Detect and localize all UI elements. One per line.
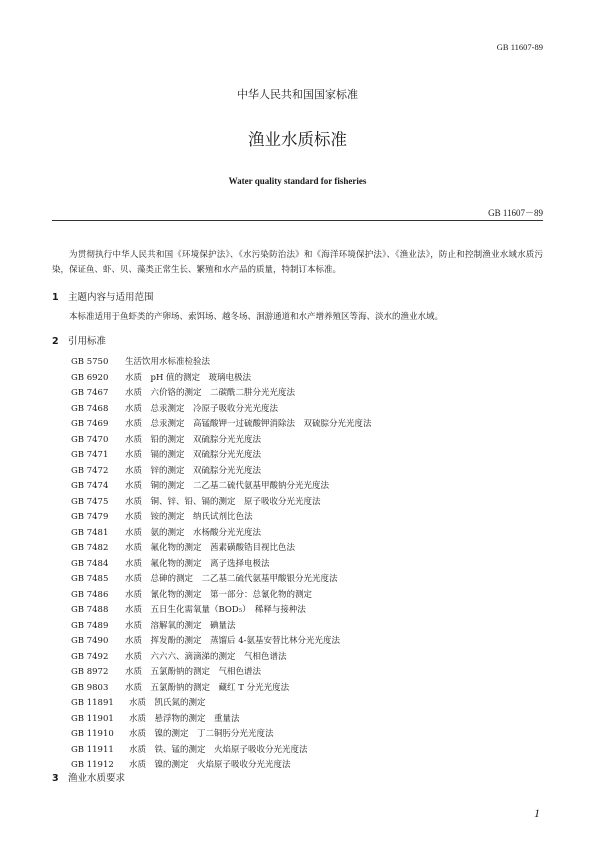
reference-code: GB 7469 [71,419,109,429]
reference-code: GB 7467 [71,388,109,398]
reference-item [71,495,372,511]
reference-title: 水质 氟化物的测定 茜素磺酸锆目视比色法 [125,543,296,553]
reference-item [71,464,372,480]
reference-list [71,355,372,774]
reference-code: GB 7474 [71,481,109,491]
reference-item [71,619,372,635]
section-number: 3 [52,773,59,784]
reference-title: 水质 总砷的测定 二乙基二硫代氨基甲酸银分光光度法 [125,574,338,584]
reference-title: 水质 悬浮物的测定 重量法 [129,713,240,724]
standard-number: GB 11607－89 [488,208,543,218]
reference-title: 水质 总汞测定 高锰酸钾一过硫酸钾消除法 双硫腙分光光度法 [125,419,372,429]
reference-item [71,696,372,712]
reference-code: GB 6920 [71,372,109,383]
section-heading-2 [52,333,106,347]
reference-item [71,433,372,449]
reference-code: GB 7481 [71,527,109,538]
reference-title: 水质 五日生化需氧量（BOD₅） 稀释与接种法 [125,605,306,615]
section-heading-1 [52,289,154,303]
reference-item [71,603,372,619]
national-standard-label: 中华人民共和国国家标准 [237,88,358,101]
reference-item [71,743,372,759]
section-heading-3 [52,770,125,784]
reference-code: GB 5750 [71,357,109,367]
reference-title: 水质 六价铬的测定 二碳酰二肼分光光度法 [125,388,296,398]
reference-code: GB 11901 [71,713,114,724]
reference-code: GB 11891 [71,698,114,708]
section-title: 引用标准 [68,336,107,347]
english-title: Water quality standard for fisheries [228,176,367,186]
reference-item [71,417,372,433]
reference-code: GB 11912 [71,760,114,770]
reference-title: 水质 镉的测定 双硫腙分光光度法 [125,450,262,460]
reference-code: GB 7468 [71,403,109,414]
reference-item [71,681,372,697]
reference-code: GB 7485 [71,574,109,584]
section-number: 1 [52,292,59,303]
reference-title: 水质 镍的测定 火焰原子吸收分光光度法 [129,760,291,770]
reference-item [71,588,372,604]
reference-title: 水质 五氯酚钠的测定 气相色谱法 [125,667,262,677]
reference-item [71,479,372,495]
reference-item [71,557,372,573]
reference-item [71,526,372,542]
reference-title: 水质 五氯酚钠的测定 藏红 T 分光光度法 [125,682,290,693]
reference-title: 水质 氰化物的测定 第一部分：总氰化物的测定 [125,589,313,600]
reference-title: 水质 锌的测定 双硫腙分光光度法 [125,465,262,476]
reference-item [71,665,372,681]
reference-code: GB 7489 [71,620,109,631]
reference-code: GB 9803 [71,682,109,693]
reference-title: 水质 溶解氧的测定 碘量法 [125,620,236,631]
reference-title: 水质 铵的测定 纳氏试剂比色法 [125,512,253,522]
reference-title: 水质 铜的测定 二乙基二硫代氨基甲酸钠分光光度法 [125,481,330,491]
reference-code: GB 7479 [71,512,109,522]
reference-item [71,541,372,557]
reference-code: GB 7471 [71,450,109,460]
reference-code: GB 7486 [71,589,109,600]
reference-code: GB 7470 [71,434,109,445]
reference-item [71,386,372,402]
reference-title: 水质 总汞测定 冷原子吸收分光光度法 [125,403,279,414]
reference-code: GB 7484 [71,558,109,569]
section-title: 主题内容与适用范围 [68,292,154,303]
document-title: 渔业水质标准 [248,130,347,149]
reference-title: 水质 铁、锰的测定 火焰原子吸收分光光度法 [129,744,308,755]
reference-title: 水质 镍的测定 丁二铜肟分光光度法 [129,729,274,739]
section-number: 2 [52,336,59,347]
reference-code: GB 7490 [71,636,109,646]
reference-title: 水质 氟化物的测定 离子选择电极法 [125,558,270,569]
header-divider [52,220,543,221]
reference-code: GB 7472 [71,465,109,476]
reference-title: 水质 pH 值的测定 玻璃电极法 [125,372,252,383]
reference-item [71,634,372,650]
reference-title: 水质 六六六、滴滴涕的测定 气相色谱法 [125,651,287,662]
reference-title: 水质 铜、锌、铅、镉的测定 原子吸收分光光度法 [125,496,321,507]
reference-item [71,355,372,371]
reference-item [71,650,372,666]
scope-paragraph: 本标准适用于鱼虾类的产卵场、索饵场、越冬场、洄游通道和水产增养殖区等海、淡水的渔业水域。 [69,312,444,322]
reference-item [71,402,372,418]
reference-title: 生活饮用水标准检验法 [125,357,211,367]
reference-code: GB 8972 [71,667,109,677]
reference-title: 水质 凯氏氮的测定 [129,698,206,708]
reference-code: GB 7475 [71,496,109,507]
reference-code: GB 7488 [71,605,109,615]
reference-item [71,727,372,743]
reference-title: 水质 氨的测定 水杨酸分光光度法 [125,527,262,538]
reference-item [71,712,372,728]
reference-item [71,572,372,588]
reference-title: 水质 挥发酚的测定 蒸馏后 4-氨基安替比林分光光度法 [125,636,340,646]
section-title: 渔业水质要求 [68,773,126,784]
reference-item [71,510,372,526]
intro-paragraph: 为贯彻执行中华人民共和国《环境保护法》、《水污染防治法》和《海洋环境保护法》、《渔业法》，防止和控制渔业水域水质污染，保证鱼、虾、贝、藻类正常生长、繁殖和水产品的质量，特制订本标准。 [52,250,543,275]
reference-code: GB 11911 [71,744,114,755]
reference-code: GB 7482 [71,543,109,553]
reference-item [71,448,372,464]
reference-item [71,371,372,387]
reference-code: GB 7492 [71,651,109,662]
header-standard-code: GB 11607-89 [496,42,543,52]
reference-code: GB 11910 [71,729,114,739]
page-number: 1 [534,806,540,820]
reference-title: 水质 铅的测定 双硫腙分光光度法 [125,434,262,445]
